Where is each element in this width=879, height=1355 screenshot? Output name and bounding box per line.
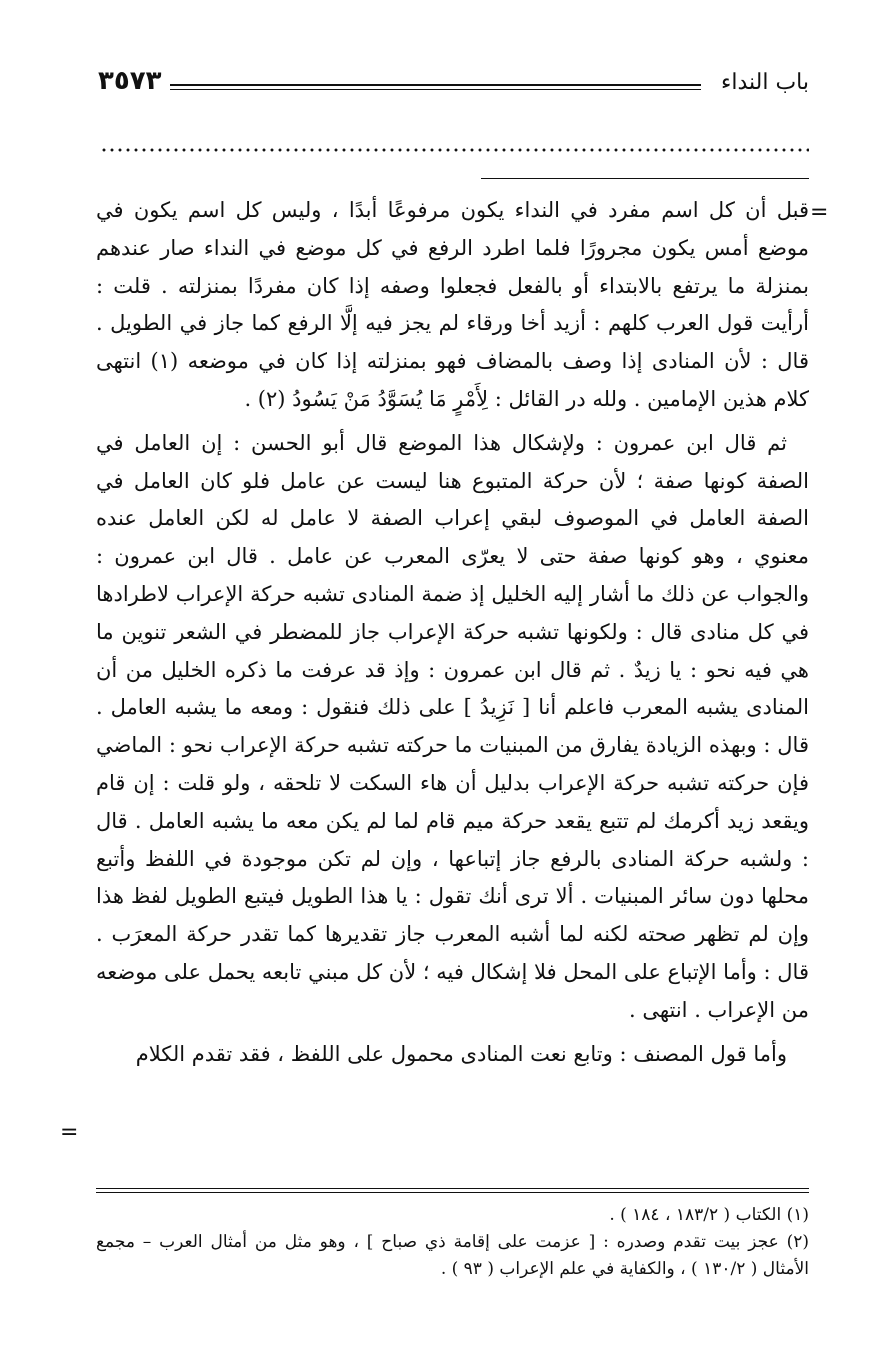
section-rule — [481, 178, 809, 179]
end-continuation-mark: = — [60, 1120, 79, 1145]
paragraph-3: وأما قول المصنف : وتابع نعت المنادى محمول على اللفظ ، فقد تقدم الكلام — [135, 1041, 787, 1066]
page-number: ٣٥٧٣ — [98, 66, 162, 96]
header-rule — [170, 84, 701, 90]
footnotes — [96, 1202, 809, 1283]
paragraph-1: قبل أن كل اسم مفرد في النداء يكون مرفوعًا أبدًا ، وليس كل اسم يكون في موضع أمس يكون مجرورًا فلما اطرد الرفع في كل موضع في النداء صار عندهم بمنزلة ما يرتفع بالابتداء أو بالفعل فجعلوا وصفه إذا كان مفردًا بمنزلته . قلت : أرأيت قول العرب كلهم : أزيد أخا ورقاء لم يجز فيه إلَّا الرفع كما جاز في الطويل . قال : لأن المنادى إذا وصف بالمضاف فهو بمنزلته إذا كان في موضعه (١) انتهى كلام هذين الإمامين . ولله در القائل : لِأَمْرٍ مَا يُسَوَّدُ مَنْ يَسُودُ (٢) . — [96, 198, 809, 411]
chapter-title: باب النداء — [721, 70, 809, 95]
paragraph-2: ثم قال ابن عمرون : ولإشكال هذا الموضع قال أبو الحسن : إن العامل في الصفة كونها صفة ؛ لأن حركة المتبوع هنا ليست عن عامل فلو كان العامل في الصفة العامل في الموصوف لبقي إعراب الصفة لا عامل له لكن العامل عنده معنوي ، وهو كونها صفة حتى لا يعرّى المعرب عن عامل . قال ابن عمرون : والجواب عن ذلك ما أشار إليه الخليل إذ ضمة المنادى تشبه حركة الإعراب لاطرادها في كل منادى قال : ولكونها تشبه حركة الإعراب جاز للمضطر في الشعر تنوين ما هي فيه نحو : يا زيدٌ . ثم قال ابن عمرون : وإذ قد عرفت ما ذكره الخليل من أن المنادى يشبه المعرب فاعلم أنا [ نَزِيدُ ] على ذلك فنقول : ومعه ما يشبه العامل . قال : وبهذه الزيادة يفارق من المبنيات ما حركته تشبه حركة الإعراب نحو : الماضي فإن حركته تشبه حركة الإعراب بدليل أن هاء السكت لا تلحقه ، ولو قلت : إن قام ويقعد زيد أكرمك لم تتبع يقعد حركة ميم قام لما لم يكن معه ما يشبه العامل . قال : ولشبه حركة المنادى بالرفع جاز إتباعها ، وإن لم تكن موجودة في اللفظ وأتبع محلها دون سائر المبنيات . ألا ترى أنك تقول : يا هذا الطويل فيتبع الطويل لفظ هذا وإن لم تظهر صحته لكنه لما أشبه المعرب جاز تقديرها كما تقدر حركة المعرَب . قال : وأما الإتباع على المحل فلا إشكال فيه ؛ لأن كل مبني تابعه يحمل على موضعه من الإعراب . انتهى . — [96, 430, 809, 1022]
running-header — [98, 66, 809, 106]
footnote-1: (١) الكتاب ( ١٨٣/٢ ، ١٨٤ ) . — [609, 1205, 809, 1225]
dotted-separator — [100, 146, 809, 154]
main-text — [96, 192, 809, 1073]
continuation-mark: = — [810, 200, 829, 225]
footnote-2: (٢) عجز بيت تقدم وصدره : [ عزمت على إقامة ذي صباح ] ، وهو مثل من أمثال العرب – مجمع الأمثال ( ١٣٠/٢ ) ، والكفاية في علم الإعراب ( ٩٣ ) . — [96, 1232, 809, 1279]
footnote-rule — [96, 1188, 809, 1193]
